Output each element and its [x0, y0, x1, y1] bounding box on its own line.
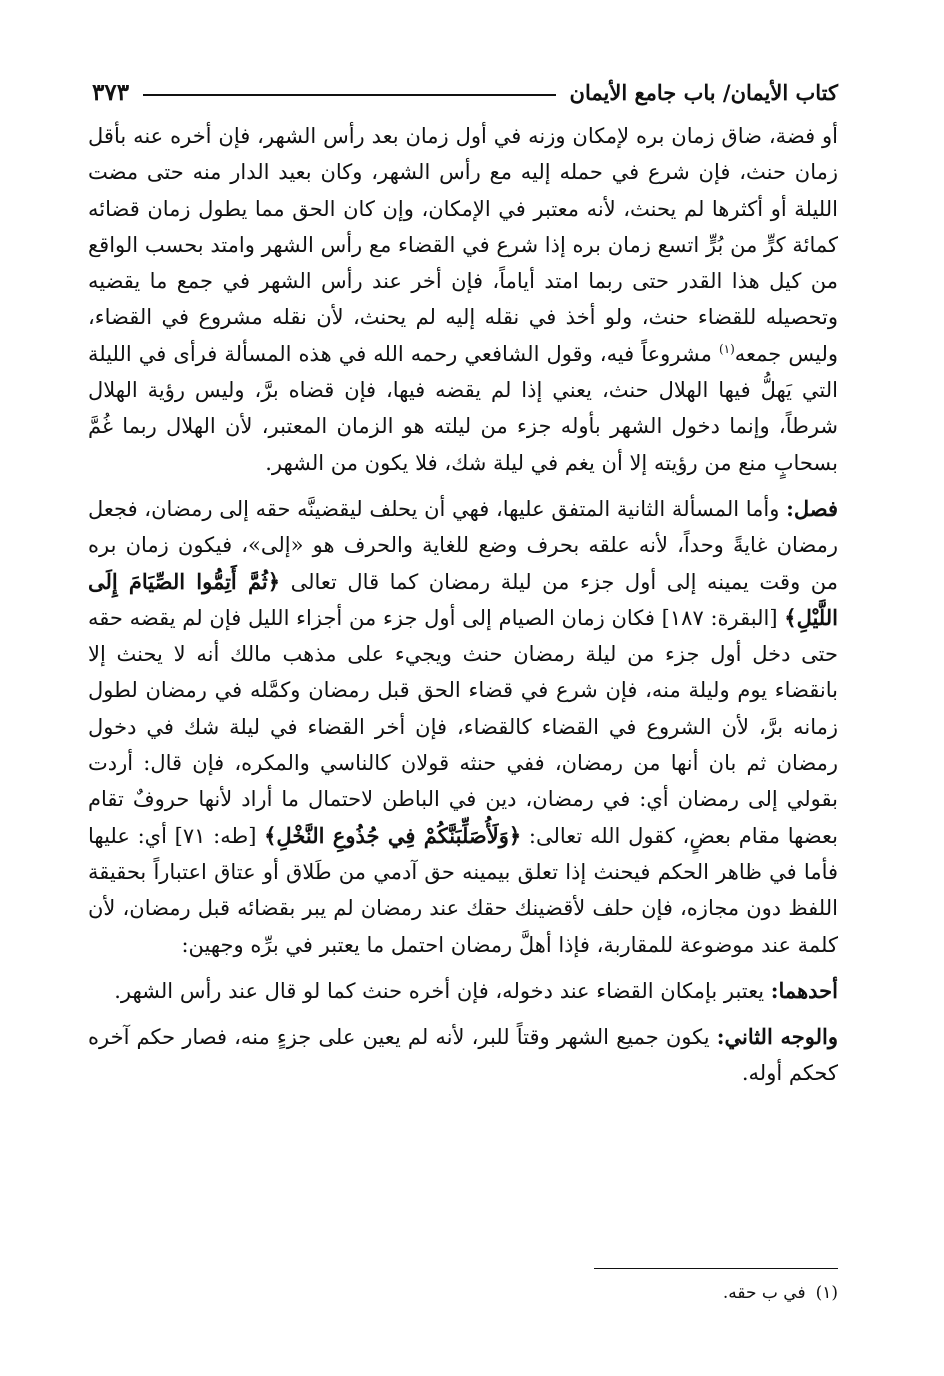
paragraph-lead: فصل: [786, 495, 838, 521]
footnote-separator [594, 1268, 838, 1269]
paragraph-lead: والوجه الثاني: [716, 1024, 839, 1050]
paragraph [88, 973, 838, 1009]
paragraph-text: [طه: ٧١] أي: عليها فأما في ظاهر الحكم فيحنث إذا تعلق بيمينه حق آدمي من طَلاق أو عتاق اعتباراً بحقيقة اللفظ دون مجازه، فإن حلف لأقضينك حقك عند رمضان لم يبر بقضائه قبل رمضان، لأن كلمة عند موضوعة للمقاربة، فإذا أهلَّ رمضان احتمل ما يعتبر في برِّه وجهين: [88, 823, 839, 957]
paragraph [88, 118, 838, 481]
paragraph-text: [البقرة: ١٨٧] فكان زمان الصيام إلى أول جزء من أجزاء الليل فإن لم يقضه حقه حتى دخل أول جزء من ليلة رمضان حنث ويجيء على مذهب مالك أنه لا يحنث إلا بانقضاء يوم وليلة منه، فإن شرع في قضاء الحق قبل رمضان وكمَّله في رمضان لطول زمانه برَّ، لأن الشروع في القضاء كالقضاء، فإن أخر القضاء في ليلة شك في دخول رمضان ثم بان أنها من رمضان، ففي حنثه قولان كالناسي والمكره، فإن قال: أردت بقولي إلى رمضان أي: في رمضان، دين في الباطن لاحتمال ما أراد لأنها حروفٌ تقام بعضها مقام بعضٍ، كقول الله تعالى: [88, 605, 838, 848]
paragraph-text: أو فضة، ضاق زمان بره لإمكان وزنه في أول زمان بعد رأس الشهر، فإن أخره عنه بأقل زمان حنث، فإن شرع في حمله إليه مع رأس الشهر، وكان بعيد الدار منه حتى مضت الليلة أو أكثرها لم يحنث، لأنه معتبر في الإمكان، وإن كان الحق مما يطول زمان قضائه كمائة كرٍّ من بُرٍّ اتسع زمان بره إذا شرع في القضاء مع رأس الشهر وامتد بحسب الواقع من كيل هذا القدر حتى ربما امتد أياماً، فإن أخر عند رأس الشهر في جمع ما يقضيه وتحصيله للقضاء حنث، ولو أخذ في نقله إليه لم يحنث، لأن نقله مشروع في القضاء، وليس جمعه [88, 124, 838, 366]
page-header [92, 70, 838, 114]
paragraph-text: يعتبر بإمكان القضاء عند دخوله، فإن أخره حنث كما لو قال عند رأس الشهر. [114, 978, 771, 1003]
paragraph [88, 491, 838, 963]
paragraph-lead: أحدهما: [770, 977, 838, 1003]
footnote [723, 1283, 838, 1303]
quran-verse: ﴿ثُمَّ أَتِمُّوا الصِّيَامَ إِلَى اللَّيْلِ﴾ [88, 568, 838, 630]
page-number: ٣٧٣ [92, 78, 130, 106]
body-text [88, 118, 838, 1092]
quran-verse: ﴿وَلَأُصَلِّبَنَّكُمْ فِي جُذُوعِ النَّخْلِ﴾ [264, 822, 522, 848]
paragraph-text: وأما المسألة الثانية المتفق عليها، فهي أن يحلف ليقضينَّه حقه إلى رمضان، فجعل رمضان غايةً وحداً، لأنه علقه بحرف وضع للغاية والحرف هو «إلى»، فيكون زمان بره من وقت يمينه إلى أول جزء من ليلة رمضان كما قال تعالى [88, 496, 839, 594]
footnote-number: (١) [815, 1283, 838, 1303]
header-rule [143, 94, 555, 96]
footnote-marker: (١) [718, 341, 735, 356]
running-title: كتاب الأيمان/ باب جامع الأيمان [569, 79, 838, 105]
footnote-text: في ب حقه. [722, 1283, 806, 1303]
paragraph [88, 1019, 838, 1092]
paragraph-text: يكون جميع الشهر وقتاً للبر، لأنه لم يعين على جزءٍ منه، فصار حكم آخره كحكم أوله. [88, 1025, 838, 1086]
paragraph-text: مشروعاً فيه، وقول الشافعي رحمه الله في هذه المسألة فرأى في الليلة التي يَهلُّ فيها الهلال حنث، يعني إذا لم يقضه فيها، فإن قضاه برَّ، وليس رؤية الهلال شرطاً، وإنما دخول الشهر بأوله جزء من ليلته هو الزمان المعتبر، لأن الهلال ربما غُمَّ بسحابٍ منع من رؤيته إلا أن يغم في ليلة شك، فلا يكون من الشهر. [88, 341, 838, 475]
